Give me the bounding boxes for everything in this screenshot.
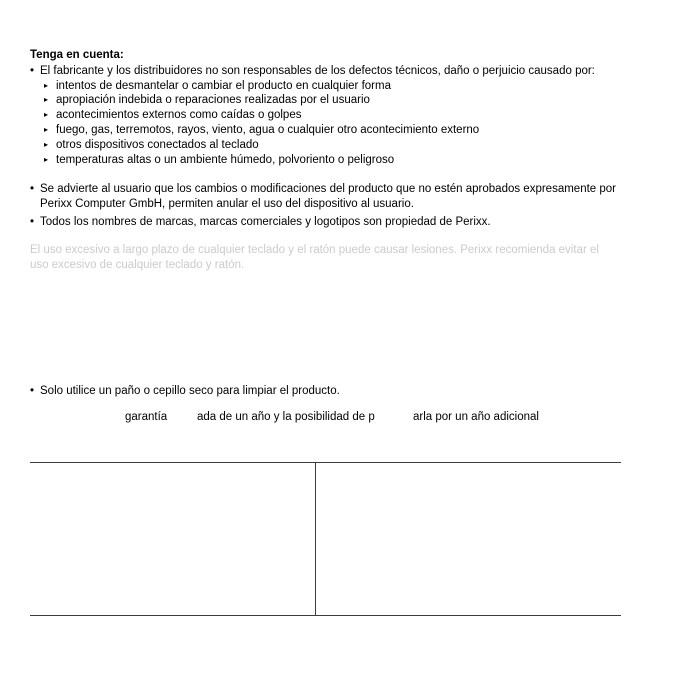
bullet-liability (30, 64, 651, 79)
sub-bullet-marker: ▸ (44, 124, 49, 134)
bullet-cleaning (30, 384, 651, 399)
warranty-line (30, 410, 651, 425)
sub-bullet-marker: ▸ (44, 139, 49, 149)
notice-heading: Tenga en cuenta: (30, 49, 124, 61)
list-item-text: otros dispositivos conectados al teclado (56, 138, 259, 151)
list-item-text: temperaturas altas o un ambiente húmedo, polvoriento o peligroso (56, 153, 395, 166)
table-cell-left (30, 463, 316, 615)
warranty-fragment: arla por un año adicional (413, 411, 539, 424)
table-cell-right (316, 463, 621, 615)
list-item-text: fuego, gas, terremotos, rayos, viento, agua o cualquier otro acontecimiento externo (56, 123, 480, 136)
bullet-trademarks (30, 215, 651, 230)
bullet-cleaning-text: Solo utilice un paño o cepillo seco para limpiar el producto. (40, 385, 340, 398)
bullet-marker: • (30, 215, 35, 228)
bullet-liability-text: El fabricante y los distribuidores no son responsables de los defectos técnicos, daño o perjuicio causado por: (40, 64, 595, 77)
list-item (30, 79, 651, 94)
sub-bullet-marker: ▸ (44, 95, 49, 105)
bullet-trademarks-text: Todos los nombres de marcas, marcas comerciales y logotipos son propiedad de Perixx. (40, 215, 491, 228)
list-item (30, 93, 651, 108)
warranty-fragment: garantía (125, 411, 168, 424)
list-item (30, 108, 651, 123)
liability-sub-list (30, 79, 651, 168)
sub-bullet-marker: ▸ (44, 154, 49, 164)
bullet-marker: • (30, 183, 35, 196)
bullet-marker: • (30, 64, 35, 77)
list-item (30, 138, 651, 153)
spec-table (30, 462, 621, 616)
warranty-fragment: ada de un año y la posibilidad de p (197, 411, 375, 424)
sub-bullet-marker: ▸ (44, 80, 49, 90)
bullet-marker: • (30, 385, 35, 398)
list-item-text: acontecimientos externos como caídas o golpes (56, 109, 302, 122)
list-item (30, 153, 651, 168)
bullet-modifications-text: Se advierte al usuario que los cambios o modificaciones del producto que no estén aprobados expresamente por Perixx Computer GmbH, permiten anular el uso del dispositivo al usuario. (40, 183, 616, 211)
sub-bullet-marker: ▸ (44, 110, 49, 120)
bullet-modifications (30, 182, 651, 212)
list-item-text: apropiación indebida o reparaciones realizadas por el usuario (56, 94, 370, 107)
usage-warning-text: El uso excesivo a largo plazo de cualquier teclado y el ratón puede causar lesiones. Perixx recomienda evitar el uso excesivo de cualquier teclado y ratón. (30, 243, 599, 271)
list-item-text: intentos de desmantelar o cambiar el producto en cualquier forma (56, 79, 391, 92)
list-item (30, 123, 651, 138)
